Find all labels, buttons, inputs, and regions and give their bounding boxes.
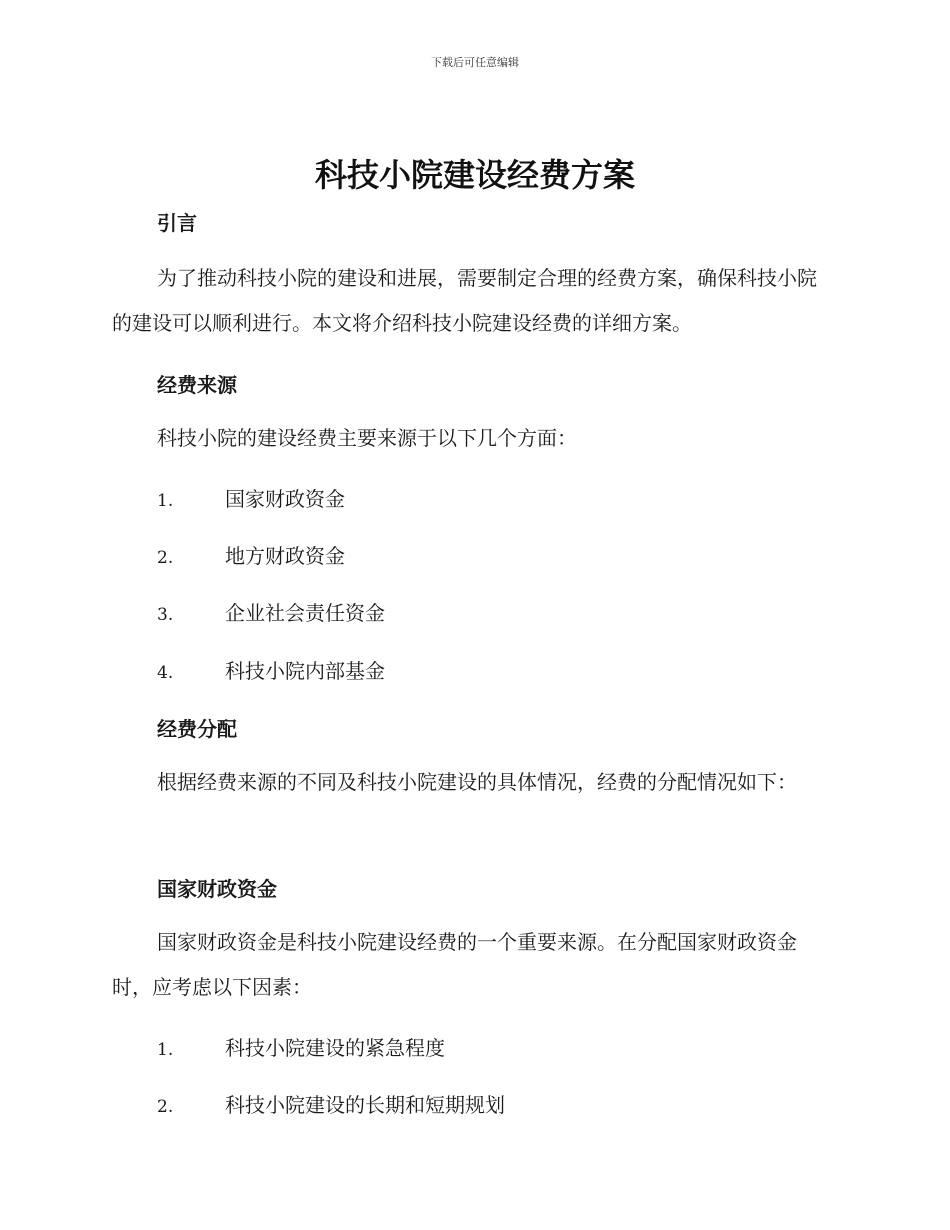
list-item-number: 2. [157, 1097, 174, 1117]
list-item [157, 483, 837, 512]
list-item-text: 科技小院内部基金 [225, 659, 385, 683]
list-item-number: 3. [157, 605, 174, 625]
list-item-text: 企业社会责任资金 [225, 601, 385, 625]
list-item-number: 1. [157, 491, 174, 511]
page-title: 科技小院建设经费方案 [314, 156, 635, 194]
section-heading-funding-source: 经费来源 [157, 373, 237, 397]
list-item [157, 540, 837, 569]
list-item [157, 597, 837, 626]
list-item-number: 2. [157, 548, 174, 568]
paragraph-national-funds: 国家财政资金是科技小院建设经费的一个重要来源。在分配国家财政资金时，应考虑以下因素： [112, 930, 797, 999]
list-item-text: 科技小院建设的紧急程度 [225, 1036, 445, 1060]
paragraph-funding-source: 科技小院的建设经费主要来源于以下几个方面： [157, 426, 577, 450]
header-note: 下载后可任意编辑 [431, 56, 519, 69]
paragraph-intro: 为了推动科技小院的建设和进展，需要制定合理的经费方案，确保科技小院的建设可以顺利进行。本文将介绍科技小院建设经费的详细方案。 [112, 266, 817, 335]
section-heading-national-funds: 国家财政资金 [157, 877, 277, 901]
paragraph-funding-allocation: 根据经费来源的不同及科技小院建设的具体情况，经费的分配情况如下： [157, 770, 797, 794]
list-item-number: 1. [157, 1040, 174, 1060]
list-item-text: 地方财政资金 [225, 544, 345, 568]
list-item [157, 1089, 837, 1118]
section-heading-intro: 引言 [157, 211, 197, 235]
list-item-text: 国家财政资金 [225, 487, 345, 511]
list-item [157, 1032, 837, 1061]
list-item [157, 655, 837, 684]
section-heading-funding-allocation: 经费分配 [157, 717, 237, 741]
list-item-text: 科技小院建设的长期和短期规划 [225, 1093, 505, 1117]
list-item-number: 4. [157, 663, 174, 683]
